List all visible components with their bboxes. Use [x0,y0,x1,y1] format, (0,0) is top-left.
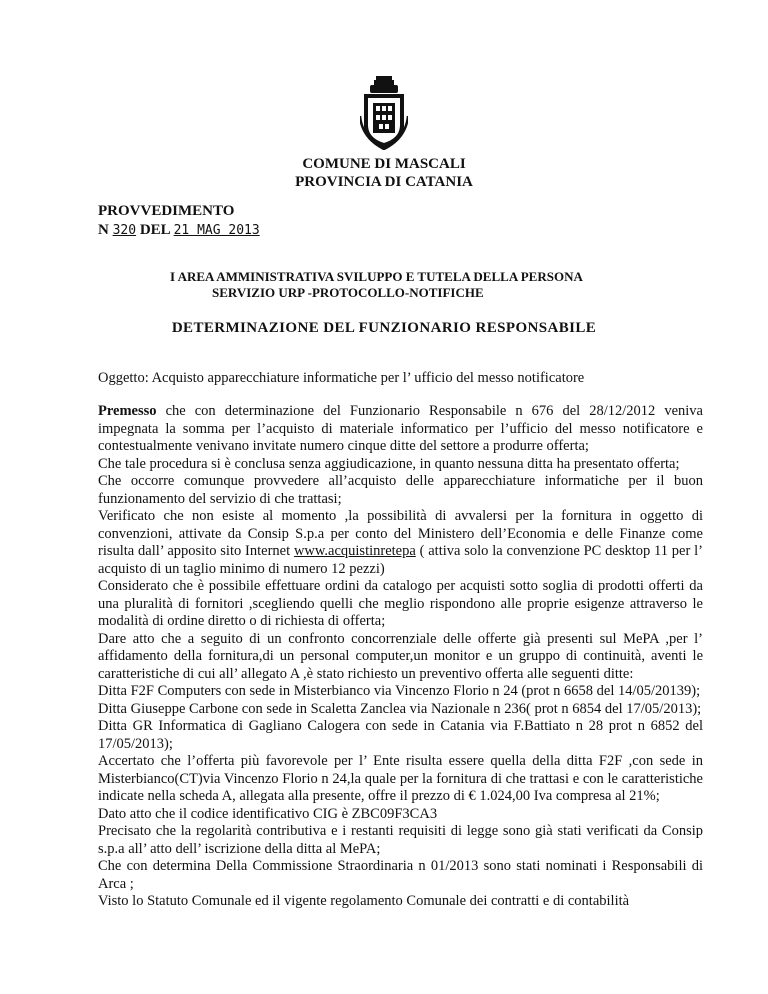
municipal-crest-icon [360,76,408,150]
acquistinrete-link[interactable]: www.acquistinretepa [293,543,416,559]
area-heading [170,269,583,301]
provvedimento-number: 320 [112,223,137,238]
provvedimento-line [98,221,260,240]
document-body [98,403,703,911]
provvedimento-label: PROVVEDIMENTO [98,203,235,219]
paragraph-dare-atto: Dare atto che a seguito di un confronto concorrenziale delle offerte già presenti sul MePA ,per l’ affidamento della fornitura,di un personal computer,un monitor e un gruppo di continuità, aventi le caratteristiche di cui all’ allegato A ,è stato richiesto un preventivo offerta alle seguenti ditte: [98,630,703,682]
paragraph-determina: Che con determina Della Commissione Straordinaria n 01/2013 sono stati nominati i Responsabili di Arca ; [98,858,703,892]
ditta-item: Ditta Giuseppe Carbone con sede in Scaletta Zanclea via Nazionale n 236( prot n 6854 del 17/05/2013); [98,700,702,717]
paragraph-visto: Visto lo Statuto Comunale ed il vigente regolamento Comunale dei contratti e di contabilità [98,893,630,909]
number-prefix: N [98,222,109,238]
municipality-name: COMUNE DI MASCALI [302,156,466,172]
subject-line: Oggetto: Acquisto apparecchiature informatiche per l’ ufficio del messo notificatore [98,370,585,386]
paragraph-accertato: Accertato che l’offerta più favorevole per l’ Ente risulta essere quella della ditta F2F ,con sede in Misterbianco(CT)via Vincenzo Florio n 24,la quale per la fornitura di che trattasi e con le caratteristiche indicate nella scheda A, allegata alla presente, offre il prezzo di € 1.024,00 Iva compresa al 21%; [98,753,703,804]
paragraph-cig: Dato atto che il codice identificativo CIG è ZBC09F3CA3 [98,805,438,822]
del-label: DEL [139,222,170,238]
premesso-text: che con determinazione del Funzionario Responsabile n 676 del 28/12/2012 veniva impegnata la somma per l’acquisto di materiale informatico per l’ufficio del messo notificatore e contestualmente venivano invitate numero cinque ditte del settore a produrre offerta; [98,403,703,454]
paragraph-procedura: Che tale procedura si è conclusa senza aggiudicazione, in quanto nessuna ditta ha presentato offerta; [98,455,680,472]
ditta-item: Ditta F2F Computers con sede in Misterbianco via Vincenzo Florio n 24 (prot n 6658 del 14/05/20139); [98,683,701,699]
area-title: I AREA AMMINISTRATIVA SVILUPPO E TUTELA DELLA PERSONA [170,269,583,284]
verificato-text-end: ( attiva solo la convenzione PC desktop 11 per l’ acquisto di un taglio minimo di numero 12 pezzi) [98,543,703,577]
premesso-lead: Premesso [98,403,157,419]
paragraph-precisato: Precisato che la regolarità contributiva e i restanti requisiti di legge sono già stati verificati da Consip s.p.a all’ atto dell’ iscrizione della ditta al MePA; [98,823,703,857]
service-title: SERVIZIO URP -PROTOCOLLO-NOTIFICHE [212,285,484,300]
paragraph-verificato [98,508,703,578]
paragraph-considerato: Considerato che è possibile effettuare ordini da catalogo per acquisti sotto soglia di prodotti offerti da una pluralità di fornitori ,scegliendo quelli che meglio rispondono alle proprie esigenze attraverso le modalità di ordine diretto o di richiesta di offerta; [98,578,703,629]
paragraph-premesso [98,403,703,456]
provvedimento-block [98,202,260,240]
document-title: DETERMINAZIONE DEL FUNZIONARIO RESPONSABILE [171,320,597,336]
paragraph-occorre: Che occorre comunque provvedere all’acquisto delle apparecchiature informatiche per il buon funzionamento del servizio di che trattasi; [98,473,703,507]
ditta-item: Ditta GR Informatica di Gagliano Calogera con sede in Catania via F.Battiato n 28 prot n 6852 del 17/05/2013); [98,718,703,752]
province-name: PROVINCIA DI CATANIA [295,174,473,190]
verificato-text: Verificato che non esiste al momento ,la possibilità di avvalersi per la fornitura in oggetto di convenzioni, attivate da Consip S.p.a per conto del Ministero dell’Economia e delle Finanze come risulta dall’ apposito sito Internet [98,508,703,559]
provvedimento-date: 21 MAG 2013 [173,223,260,238]
